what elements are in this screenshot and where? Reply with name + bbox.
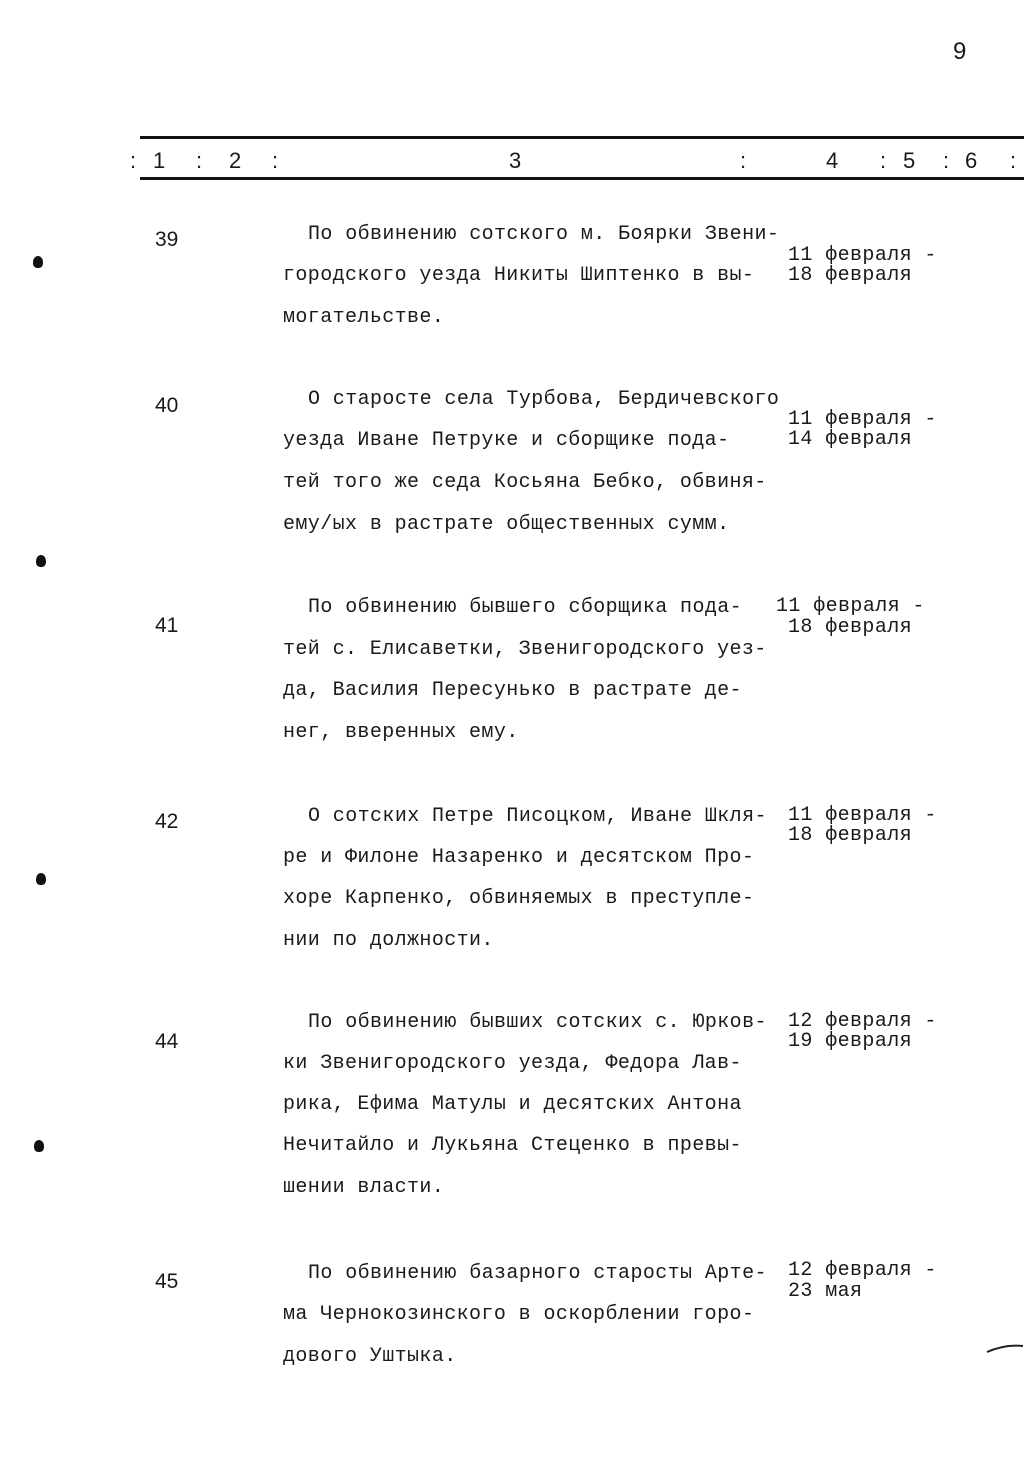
punch-hole-mark <box>36 873 46 885</box>
date-from: 11 февраля - <box>788 804 937 827</box>
entry-text-line: уезда Иване Петруке и сборщике пода- <box>283 429 730 452</box>
date-from: 11 февраля - <box>788 244 937 267</box>
date-to: 23 мая <box>788 1280 863 1303</box>
date-from: 12 февраля - <box>788 1010 937 1033</box>
date-to: 18 февраля <box>788 616 913 639</box>
table-header-top-rule <box>140 136 1024 139</box>
table-header-bottom-rule <box>140 177 1024 180</box>
entry-text-line: ему/ых в растрате общественных сумм. <box>283 513 730 536</box>
punch-hole-mark <box>36 555 46 567</box>
entry-text-line: тей того же седа Косьяна Бебко, обвиня- <box>283 471 767 494</box>
entry-text-line: По обвинению базарного старосты Арте- <box>308 1262 767 1285</box>
column-separator: : <box>880 148 887 173</box>
entry-text-line: да, Василия Пересунько в растрате де- <box>283 679 742 702</box>
entry-text-line: По обвинению сотского м. Боярки Звени- <box>308 223 780 246</box>
date-from: 11 февраля - <box>788 408 937 431</box>
entry-number: 41 <box>155 614 179 637</box>
entry-number: 40 <box>155 394 179 417</box>
entry-text-line: ма Чернокозинского в оскорблении горо- <box>283 1303 755 1326</box>
column-header-1: 1 <box>153 148 166 173</box>
column-header-4: 4 <box>826 148 839 173</box>
entry-text-line: По обвинению бывших сотских с. Юрков- <box>308 1011 767 1034</box>
column-header-3: 3 <box>509 148 522 173</box>
column-separator: : <box>943 148 950 173</box>
entry-number: 39 <box>155 228 179 251</box>
entry-text-line: рика, Ефима Матулы и десятских Антона <box>283 1093 742 1116</box>
date-to: 14 февраля <box>788 428 913 451</box>
margin-pen-stroke <box>985 1340 1024 1360</box>
column-separator: : <box>1010 148 1017 173</box>
column-separator: : <box>130 148 137 173</box>
entry-text-line: ки Звенигородского уезда, Федора Лав- <box>283 1052 742 1075</box>
entry-text-line: нии по должности. <box>283 929 494 952</box>
column-separator: : <box>740 148 747 173</box>
entry-text-line: Нечитайло и Лукьяна Стеценко в превы- <box>283 1134 742 1157</box>
column-separator: : <box>272 148 279 173</box>
page-number: 9 <box>953 38 967 65</box>
entry-text-line: тей с. Елисаветки, Звенигородского уез- <box>283 638 767 661</box>
entry-text-line: О старосте села Турбова, Бердичевского <box>308 388 780 411</box>
entry-text-line: городского уезда Никиты Шиптенко в вы- <box>283 264 755 287</box>
date-to: 18 февраля <box>788 824 913 847</box>
column-header-5: 5 <box>903 148 916 173</box>
entry-text-line: могательстве. <box>283 306 445 329</box>
column-separator: : <box>196 148 203 173</box>
date-to: 18 февраля <box>788 264 913 287</box>
entry-text-line: нег, вверенных ему. <box>283 721 519 744</box>
entry-text-line: ре и Филоне Назаренко и десятском Про- <box>283 846 755 869</box>
date-to: 19 февраля <box>788 1030 913 1053</box>
entry-text-line: дового Уштыка. <box>283 1345 457 1368</box>
column-header-6: 6 <box>965 148 978 173</box>
entry-text-line: По обвинению бывшего сборщика пода- <box>308 596 743 619</box>
punch-hole-mark <box>33 256 43 268</box>
entry-number: 42 <box>155 810 179 833</box>
entry-number: 45 <box>155 1270 179 1293</box>
date-from: 12 февраля - <box>788 1259 937 1282</box>
date-from: 11 февраля - <box>776 595 925 618</box>
entry-number: 44 <box>155 1030 179 1053</box>
punch-hole-mark <box>34 1140 44 1152</box>
entry-text-line: хоре Карпенко, обвиняемых в преступле- <box>283 887 755 910</box>
entry-text-line: шении власти. <box>283 1176 445 1199</box>
column-header-2: 2 <box>229 148 242 173</box>
entry-text-line: О сотских Петре Писоцком, Иване Шкля- <box>308 805 767 828</box>
